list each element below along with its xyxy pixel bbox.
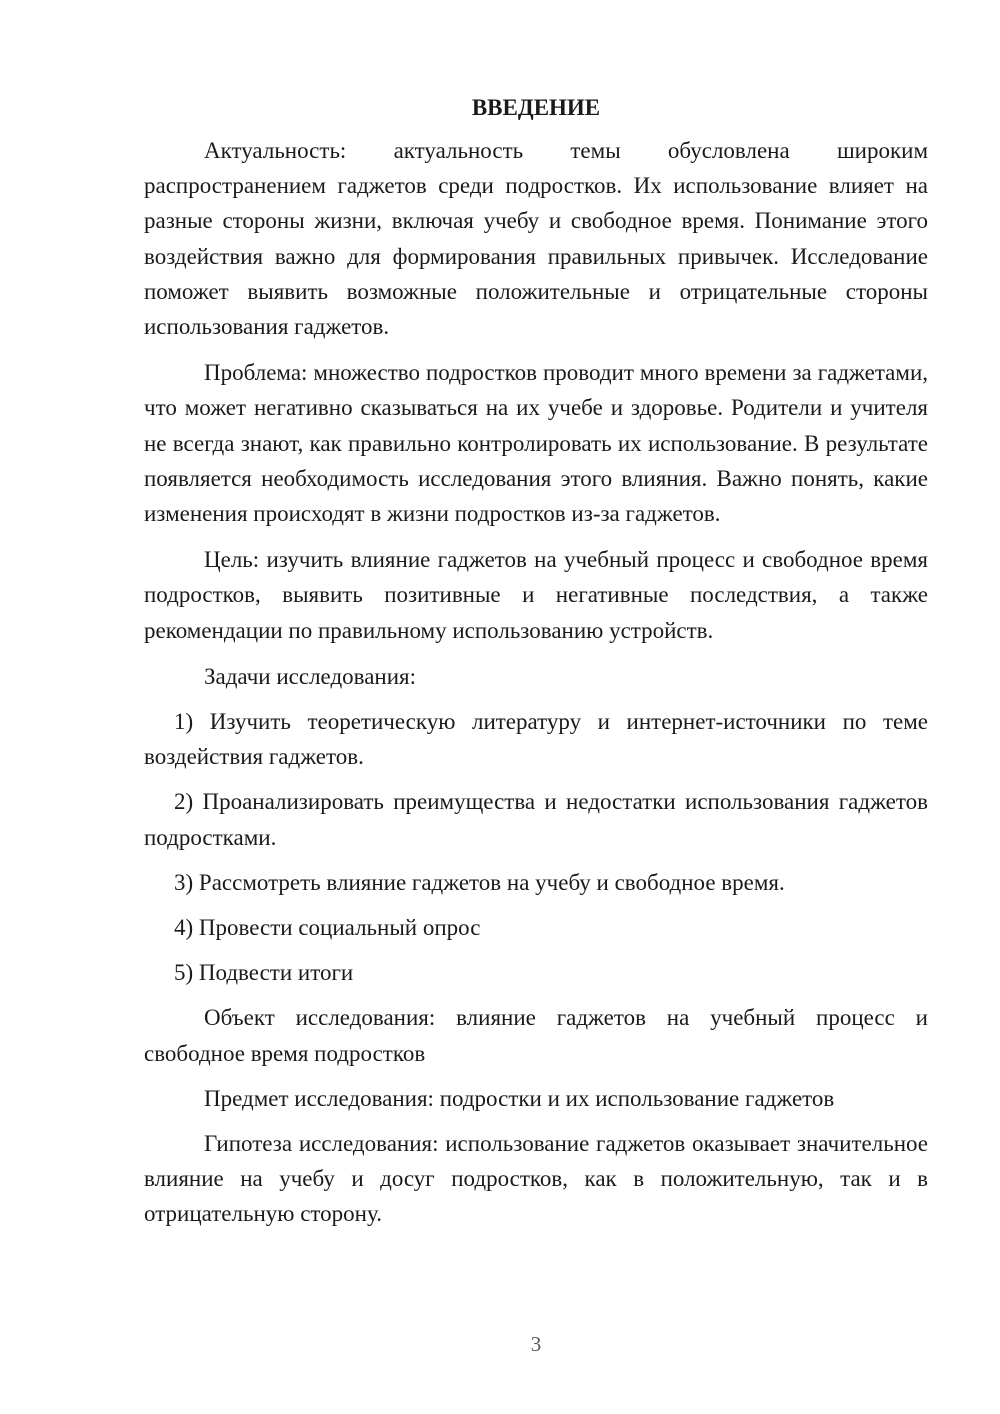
task-item-3: 3) Рассмотреть влияние гаджетов на учебу и свободное время. [174,869,785,895]
task-item-2: 2) Проанализировать преимущества и недостатки использования гаджетов подростками. [144,789,928,850]
paragraph-problem: Проблема: множество подростков проводит много времени за гаджетами, что может негативно сказываться на их учебе и здоровье. Родители и учителя не всегда знают, как правильно контролировать их использование. В результате появляется необходимость исследования этого влияния. Важно понять, какие изменения происходят в жизни подростков из-за гаджетов. [144,360,928,527]
task-item-4: 4) Провести социальный опрос [174,915,481,941]
paragraph-subject: Предмет исследования: подростки и их использование гаджетов [204,1085,835,1111]
paragraph-object: Объект исследования: влияние гаджетов на учебный процесс и свободное время подростков [144,1005,928,1066]
task-item-5: 5) Подвести итоги [174,960,354,986]
task-item-1: 1) Изучить теоретическую литературу и интернет-источники по теме воздействия гаджетов. [144,709,928,770]
document-heading: ВВЕДЕНИЕ [471,95,601,120]
paragraph-hypothesis: Гипотеза исследования: использование гаджетов оказывает значительное влияние на учебу и досуг подростков, как в положительную, так и в отрицательную сторону. [144,1131,928,1227]
document-page [144,90,928,1232]
tasks-title: Задачи исследования: [204,663,417,689]
paragraph-goal: Цель: изучить влияние гаджетов на учебный процесс и свободное время подростков, выявить позитивные и негативные последствия, а также рекомендации по правильному использованию устройств. [144,547,928,643]
page-number: 3 [530,1332,542,1356]
paragraph-relevance: Актуальность: актуальность темы обусловлена широким распространением гаджетов среди подростков. Их использование влияет на разные стороны жизни, включая учебу и свободное время. Понимание этого воздействия важно для формирования правильных привычек. Исследование поможет выявить возможные положительные и отрицательные стороны использования гаджетов. [144,138,928,340]
